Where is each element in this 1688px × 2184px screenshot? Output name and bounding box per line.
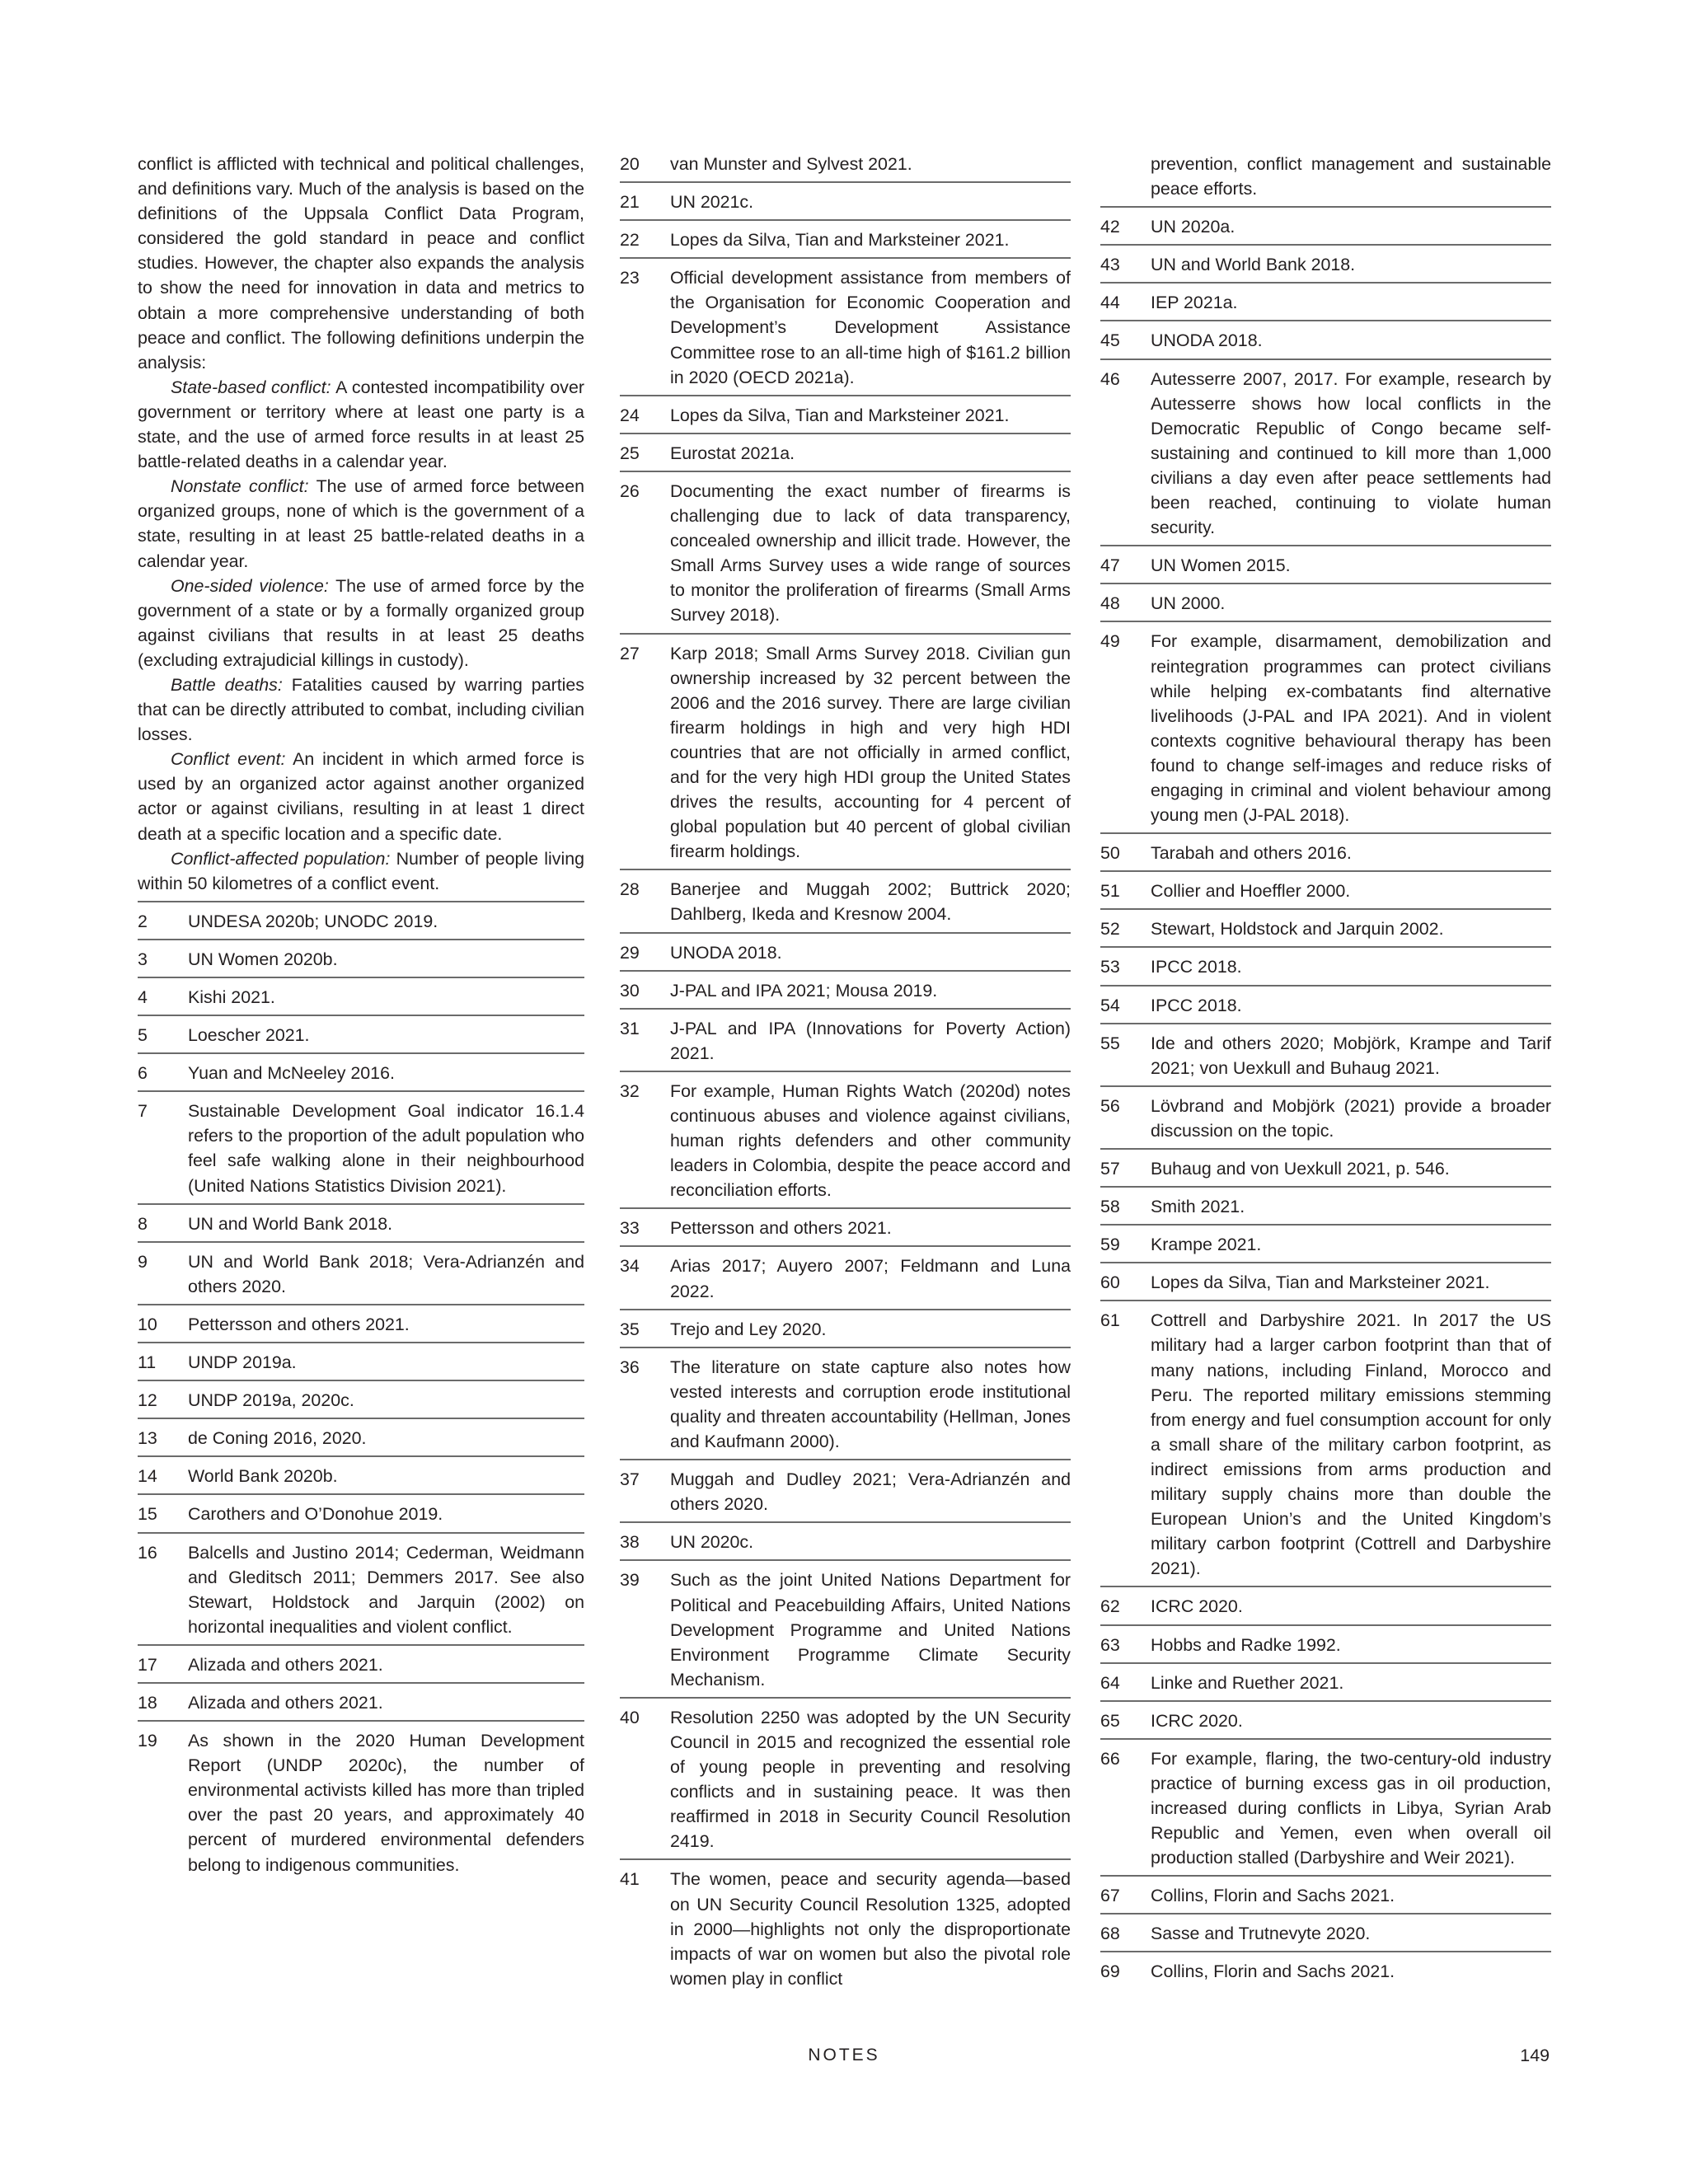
note-text: Balcells and Justino 2014; Cederman, Weidmann and Gleditsch 2011; Demmers 2017. See also Stewart, Holdstock and Jarquin (2002) on horizontal inequalities and violent conflict. — [188, 1542, 584, 1637]
note-text: Pettersson and others 2021. — [188, 1314, 410, 1334]
note-item — [1100, 1624, 1551, 1662]
note-text: Arias 2017; Auyero 2007; Feldmann and Luna 2022. — [670, 1256, 1071, 1301]
note-text: IPCC 2018. — [1151, 995, 1242, 1015]
note-number: 48 — [1100, 593, 1120, 614]
note-text: UNDP 2019a, 2020c. — [188, 1390, 354, 1411]
note-number: 35 — [620, 1319, 640, 1339]
note-number: 13 — [138, 1428, 157, 1449]
note-number: 61 — [1100, 1310, 1120, 1331]
note-item — [1100, 583, 1551, 621]
note-item — [138, 1418, 584, 1455]
note-item — [620, 1071, 1071, 1207]
note-item — [620, 219, 1071, 257]
note-item — [1100, 1224, 1551, 1262]
note-text: UNDP 2019a. — [188, 1352, 297, 1373]
note-number: 2 — [138, 911, 148, 931]
note-number: 7 — [138, 1101, 148, 1122]
note-item — [1100, 320, 1551, 358]
definition-term: Conflict event: — [171, 749, 286, 770]
note-text: Pettersson and others 2021. — [670, 1218, 892, 1239]
note-number: 68 — [1100, 1924, 1120, 1944]
note-number: 44 — [1100, 293, 1120, 313]
note-number: 45 — [1100, 330, 1120, 351]
note-number: 56 — [1100, 1095, 1120, 1116]
note-number: 33 — [620, 1218, 640, 1239]
note-number: 8 — [138, 1213, 148, 1234]
note-number: 21 — [620, 192, 640, 213]
note-number: 52 — [1100, 919, 1120, 940]
note-item — [620, 1858, 1071, 1995]
note-item — [620, 1559, 1071, 1696]
definition — [138, 747, 584, 846]
note-number: 27 — [620, 643, 640, 663]
note-text: Hobbs and Radke 1992. — [1151, 1634, 1341, 1655]
note-text: Eurostat 2021a. — [670, 443, 795, 463]
note-text: van Munster and Sylvest 2021. — [670, 154, 912, 174]
note-number: 59 — [1100, 1235, 1120, 1255]
column-1 — [138, 152, 584, 1882]
definition-term: Conflict-affected population: — [171, 848, 391, 869]
note-number: 47 — [1100, 555, 1120, 576]
note-text: Lövbrand and Mobjörk (2021) provide a broader discussion on the topic. — [1151, 1095, 1551, 1141]
note-item — [620, 433, 1071, 471]
note-item — [1100, 1023, 1551, 1085]
note-text: Lopes da Silva, Tian and Marksteiner 2021. — [670, 405, 1010, 425]
note-item — [1100, 1951, 1551, 1989]
note-number: 40 — [620, 1707, 640, 1727]
note-text: UNODA 2018. — [1151, 330, 1263, 351]
note-item — [1100, 870, 1551, 908]
definition — [138, 474, 584, 573]
note-text: UN 2021c. — [670, 192, 754, 213]
note-text: UN 2020a. — [1151, 217, 1236, 237]
note-number: 46 — [1100, 368, 1120, 389]
note-text: UN 2020c. — [670, 1532, 754, 1553]
note-text: UN and World Bank 2018. — [1151, 255, 1356, 275]
note-text: ICRC 2020. — [1151, 1710, 1243, 1731]
note-number: 55 — [1100, 1033, 1120, 1053]
note-text: IEP 2021a. — [1151, 293, 1238, 313]
note-number: 63 — [1100, 1634, 1120, 1655]
note-item — [620, 1697, 1071, 1859]
note-item — [620, 181, 1071, 219]
note-item — [138, 1090, 584, 1202]
note-item — [620, 257, 1071, 394]
note-text: Carothers and O’Donohue 2019. — [188, 1504, 443, 1525]
note-number: 19 — [138, 1731, 157, 1751]
note-number: 69 — [1100, 1961, 1120, 1982]
note-number: 34 — [620, 1256, 640, 1277]
note-item — [138, 977, 584, 1015]
note-number: 11 — [138, 1352, 157, 1373]
note-number: 32 — [620, 1080, 640, 1101]
note-text: Ide and others 2020; Mobjörk, Krampe and Tarif 2021; von Uexkull and Buhaug 2021. — [1151, 1033, 1551, 1078]
intro-paragraph: conflict is afflicted with technical and political challenges, and definitions vary. Much of the analysis is based on the definitions of the Uppsala Conflict Data Program, considered the gold standard in peace and conflict studies. However, the chapter also expands the analysis to show the need for innovation in data and metrics to obtain a more comprehensive understanding of both peace and conflict. The following definitions underpin the analysis: — [138, 154, 584, 373]
page-number: 149 — [1520, 2046, 1550, 2065]
definition-text: The use of armed force by the government of a state or by a formally organized group against civilians that results in at least 25 deaths (excluding extrajudicial killings in custody). — [138, 575, 584, 670]
note-text: World Bank 2020b. — [188, 1466, 338, 1487]
note-number: 38 — [620, 1532, 640, 1553]
note-number: 15 — [138, 1504, 157, 1525]
definition-term: Battle deaths: — [171, 674, 283, 695]
note-item — [1100, 1913, 1551, 1951]
note-item — [1100, 545, 1551, 583]
note-text: The women, peace and security agenda—based on UN Security Council Resolution 1325, adopted in 2000—highlights not only the disproportionate impacts of war on women but also the pivotal role women play in conflict — [670, 1869, 1071, 1989]
definition — [138, 673, 584, 747]
note-item — [1100, 985, 1551, 1023]
note-item — [620, 869, 1071, 931]
note-text: For example, Human Rights Watch (2020d) notes continuous abuses and violence against civilians, human rights defenders and other community leaders in Colombia, despite the peace accord and reconciliation efforts. — [670, 1080, 1071, 1201]
note-text: UNODA 2018. — [670, 942, 782, 963]
note-item — [1100, 1738, 1551, 1875]
note-text: For example, flaring, the two-century-old industry practice of burning excess gas in oil production, increased during conflicts in Libya, Syrian Arab Republic and Yemen, even when overall oil production stalled (Darbyshire and Weir 2021). — [1151, 1748, 1551, 1868]
note-number: 62 — [1100, 1596, 1120, 1617]
definition-text: An incident in which armed force is used by an organized actor against another organized actor or against civilians, resulting in at least 1 direct death at a specific location and a specific date. — [138, 749, 584, 844]
note-item — [1100, 1085, 1551, 1148]
note-number: 53 — [1100, 957, 1120, 977]
note-item — [138, 1203, 584, 1241]
note-text: Cottrell and Darbyshire 2021. In 2017 the US military had a larger carbon footprint than that of many nations, including Finland, Morocco and Peru. The reported military emissions stemming from energy and fuel consumption account for only a small share of the military carbon footprint, as indirect emissions from arms production and military supply chains more than double the European Union’s and the United Kingdom’s military carbon footprint (Cottrell and Darbyshire 2021). — [1151, 1310, 1551, 1579]
note-number: 39 — [620, 1570, 640, 1591]
note-item — [1100, 1148, 1551, 1186]
note-item — [138, 901, 584, 939]
note-number: 58 — [1100, 1197, 1120, 1217]
note-number: 28 — [620, 879, 640, 900]
note-number: 6 — [138, 1063, 148, 1084]
note-item — [1100, 359, 1551, 546]
definition-term: State-based conflict: — [171, 377, 331, 397]
note-text: de Coning 2016, 2020. — [188, 1428, 367, 1449]
note-text: As shown in the 2020 Human Development Report (UNDP 2020c), the number of environmental activists killed has more than tripled over the past 20 years, and approximately 40 percent of murdered environmental defenders belong to indigenous communities. — [188, 1731, 584, 1875]
note-number: 37 — [620, 1469, 640, 1490]
note-text: Muggah and Dudley 2021; Vera-Adrianzén and others 2020. — [670, 1469, 1071, 1515]
note-number: 24 — [620, 405, 640, 425]
note-text: UN and World Bank 2018. — [188, 1213, 393, 1234]
note-number: 18 — [138, 1692, 157, 1713]
note-item — [620, 970, 1071, 1008]
note-number: 12 — [138, 1390, 157, 1411]
note-number: 20 — [620, 154, 640, 174]
note-text: Autesserre 2007, 2017. For example, research by Autesserre shows how local conflicts in the Democratic Republic of Congo became self-sustaining and continued to kill more than 1,000 civilians a day even after peace settlements had been reached, continuing to violate human security. — [1151, 368, 1551, 538]
note-item — [620, 1309, 1071, 1347]
note-text: Krampe 2021. — [1151, 1235, 1262, 1255]
definition-text: A contested incompatibility over government or territory where at least one party is a state, and the use of armed force results in at least 25 battle-related deaths in a calendar year. — [138, 377, 585, 472]
definition — [138, 375, 584, 474]
note-number: 36 — [620, 1357, 640, 1377]
note-item — [138, 1015, 584, 1052]
note-text: Collins, Florin and Sachs 2021. — [1151, 1961, 1395, 1982]
note-item — [1100, 946, 1551, 984]
note-item — [138, 1052, 584, 1090]
note-number: 23 — [620, 268, 640, 288]
note-number: 49 — [1100, 631, 1120, 652]
column-3 — [1100, 152, 1551, 1990]
note-text: Karp 2018; Small Arms Survey 2018. Civilian gun ownership increased by 32 percent between the 2006 and the 2016 survey. There are large civilian firearm holdings in high and very high HDI countries that are not officially in armed conflict, and for the very high HDI group the United States drives the results, accounting for 4 percent of global population but 40 percent of global civilian firearm holdings. — [670, 643, 1071, 862]
note-text: Trejo and Ley 2020. — [670, 1319, 827, 1339]
note-item — [138, 1532, 584, 1644]
note-text: UNDESA 2020b; UNODC 2019. — [188, 911, 438, 931]
note-item — [1100, 1586, 1551, 1624]
note-number: 50 — [1100, 843, 1120, 864]
note-text: Linke and Ruether 2021. — [1151, 1672, 1344, 1693]
note-number: 30 — [620, 980, 640, 1001]
note-number: 3 — [138, 949, 148, 969]
note-item — [620, 1459, 1071, 1521]
note-text: Buhaug and von Uexkull 2021, p. 546. — [1151, 1159, 1450, 1179]
note-text: IPCC 2018. — [1151, 957, 1242, 977]
note-text: Sustainable Development Goal indicator 16.1.4 refers to the proportion of the adult population who feel safe walking alone in their neighbourhood (United Nations Statistics Division 2021). — [188, 1101, 584, 1196]
definition-text: Number of people living within 50 kilometres of a conflict event. — [138, 848, 585, 893]
note-item — [1100, 206, 1551, 244]
note-text: Smith 2021. — [1151, 1197, 1245, 1217]
note-item — [1100, 621, 1551, 832]
note-text: Collier and Hoeffler 2000. — [1151, 881, 1351, 902]
definition-term: One-sided violence: — [171, 575, 329, 596]
note-number: 25 — [620, 443, 640, 463]
note-text: Stewart, Holdstock and Jarquin 2002. — [1151, 919, 1444, 940]
note-number: 51 — [1100, 881, 1120, 902]
note-item — [620, 932, 1071, 970]
note-number: 26 — [620, 480, 640, 501]
note-text: Documenting the exact number of firearms is challenging due to lack of data transparency, concealed ownership and illicit trade. However, the Small Arms Survey uses a wide range of sources to monitor the proliferation of firearms (Small Arms Survey 2018). — [670, 480, 1071, 626]
note-item — [620, 1207, 1071, 1245]
note-number: 42 — [1100, 217, 1120, 237]
note-text: Alizada and others 2021. — [188, 1692, 383, 1713]
note-item — [620, 395, 1071, 433]
note-item — [1100, 1262, 1551, 1300]
note-item — [620, 471, 1071, 633]
note-item — [1100, 832, 1551, 870]
note-item — [138, 1304, 584, 1342]
note-text: Such as the joint United Nations Department for Political and Peacebuilding Affairs, United Nations Development Programme and United Nations Environment Programme Climate Security Mechanism. — [670, 1570, 1071, 1690]
note-number: 67 — [1100, 1886, 1120, 1906]
note-item — [138, 1380, 584, 1418]
note-item — [620, 633, 1071, 869]
note-item — [620, 1347, 1071, 1459]
note-text: Lopes da Silva, Tian and Marksteiner 2021. — [670, 230, 1010, 251]
note-text: For example, disarmament, demobilization and reintegration programmes can protect civilians while helping ex-combatants find alternative livelihoods (J-PAL and IPA 2021). And in violent contexts cognitive behavioural therapy has been found to change self-images and reduce risks of engaging in criminal and violent behaviour among young men (J-PAL 2018). — [1151, 631, 1551, 826]
note-text: Alizada and others 2021. — [188, 1654, 383, 1675]
note-text: UN 2000. — [1151, 593, 1226, 614]
note-item — [620, 1245, 1071, 1308]
definition — [138, 846, 584, 901]
note-text: J-PAL and IPA (Innovations for Poverty Action) 2021. — [670, 1018, 1071, 1063]
note-text: The literature on state capture also notes how vested interests and corruption erode institutional quality and threaten accountability (Hellman, Jones and Kaufmann 2000). — [670, 1357, 1071, 1452]
note-item — [1100, 1186, 1551, 1224]
note-number: 66 — [1100, 1748, 1120, 1769]
note-number: 22 — [620, 230, 640, 251]
note-number: 64 — [1100, 1672, 1120, 1693]
note-number: 10 — [138, 1314, 157, 1334]
note-text: UN Women 2015. — [1151, 555, 1291, 576]
note-number: 31 — [620, 1018, 640, 1038]
note-number: 29 — [620, 942, 640, 963]
note-text: Sasse and Trutnevyte 2020. — [1151, 1924, 1371, 1944]
note-item — [620, 1008, 1071, 1071]
note-item — [138, 1241, 584, 1304]
note-number: 4 — [138, 987, 148, 1007]
note-item — [138, 1342, 584, 1380]
note-text: Lopes da Silva, Tian and Marksteiner 2021. — [1151, 1272, 1490, 1293]
note-item — [1100, 282, 1551, 320]
note-text: Loescher 2021. — [188, 1025, 310, 1046]
note-item — [138, 1493, 584, 1531]
note-text: Collins, Florin and Sachs 2021. — [1151, 1886, 1395, 1906]
note-text: J-PAL and IPA 2021; Mousa 2019. — [670, 980, 938, 1001]
note-text: Banerjee and Muggah 2002; Buttrick 2020; Dahlberg, Ikeda and Kresnow 2004. — [670, 879, 1071, 925]
note-number: 16 — [138, 1542, 157, 1563]
note-item — [138, 1455, 584, 1493]
note-item — [138, 1720, 584, 1882]
note-number: 41 — [620, 1869, 640, 1890]
definition-term: Nonstate conflict: — [171, 476, 309, 497]
note-item — [138, 939, 584, 977]
note-number: 65 — [1100, 1710, 1120, 1731]
note-item — [1100, 1300, 1551, 1586]
note-text: Kishi 2021. — [188, 987, 275, 1007]
note-number: 14 — [138, 1466, 157, 1487]
note-text: Resolution 2250 was adopted by the UN Security Council in 2015 and recognized the essential role of young people in preventing and resolving conflicts and in sustaining peace. It was then reaffirmed in 2018 in Security Council Resolution 2419. — [670, 1707, 1071, 1852]
note-number: 5 — [138, 1025, 148, 1046]
note-item — [138, 1682, 584, 1720]
definition-text: The use of armed force between organized groups, none of which is the government of a state, resulting in at least 25 battle-related deaths in a calendar year. — [138, 476, 584, 571]
column-2 — [620, 152, 1071, 1996]
note-41-continuation: prevention, conflict management and sustainable peace efforts. — [1151, 154, 1551, 199]
note-item — [1100, 908, 1551, 946]
note-number: 43 — [1100, 255, 1120, 275]
note-text: UN and World Bank 2018; Vera-Adrianzén and others 2020. — [188, 1251, 584, 1296]
note-number: 9 — [138, 1251, 148, 1272]
running-footer: NOTES — [808, 2046, 880, 2064]
note-text: Official development assistance from members of the Organisation for Economic Cooperation and Development’s Development Assistance Committee rose to an all-time high of $161.2 billion in 2020 (OECD 2021a). — [670, 268, 1071, 387]
note-item — [1100, 244, 1551, 282]
note-text: Yuan and McNeeley 2016. — [188, 1063, 395, 1084]
note-item — [138, 1644, 584, 1682]
definition — [138, 574, 584, 673]
note-number: 54 — [1100, 995, 1120, 1015]
note-text: ICRC 2020. — [1151, 1596, 1243, 1617]
note-item — [1100, 1662, 1551, 1700]
note-item — [1100, 1875, 1551, 1913]
note-item — [620, 1521, 1071, 1559]
definition-text: Fatalities caused by warring parties that can be directly attributed to combat, including civilian losses. — [138, 674, 585, 745]
note-text: UN Women 2020b. — [188, 949, 338, 969]
note-item — [620, 152, 1071, 181]
note-text: Tarabah and others 2016. — [1151, 843, 1352, 864]
note-number: 57 — [1100, 1159, 1120, 1179]
note-number: 17 — [138, 1654, 157, 1675]
note-item — [1100, 1700, 1551, 1738]
note-number: 60 — [1100, 1272, 1120, 1293]
